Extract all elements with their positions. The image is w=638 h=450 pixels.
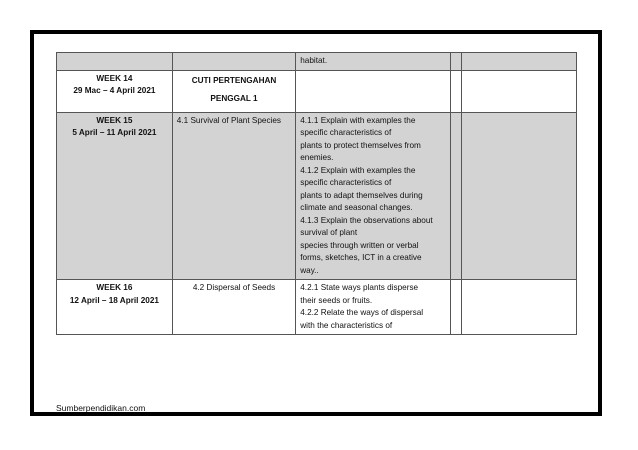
notes-cell [462, 70, 577, 112]
standard-line: way.. [300, 265, 319, 275]
table-row [57, 53, 577, 71]
standard-line: survival of plant [300, 228, 358, 237]
table-row [57, 70, 577, 112]
standard-line: plants to protect themselves from [300, 140, 421, 150]
content-standard: 4.2 Dispersal of Seeds [192, 283, 276, 292]
standard-line: 4.1.1 Explain with examples the [300, 115, 416, 125]
extra-cell [451, 70, 462, 112]
standard-line: specific characteristics of [300, 178, 392, 187]
standard-line: 4.2.1 State ways plants disperse [300, 283, 419, 292]
week-cell [57, 112, 173, 280]
notes-cell [462, 280, 577, 335]
holiday-label: PENGGAL 1 [210, 94, 258, 103]
standard-line: plants to adapt themselves during [300, 190, 423, 200]
standard-line: 4.1.2 Explain with examples the [300, 165, 416, 175]
content-cell [172, 112, 295, 280]
content-cell [172, 53, 295, 71]
standard-line: forms, sketches, ICT in a creative [300, 253, 422, 262]
week-label: WEEK 16 [96, 283, 133, 292]
week-dates: 29 Mac – 4 April 2021 [73, 86, 156, 95]
extra-cell [451, 112, 462, 280]
standard-line: habitat. [300, 56, 328, 65]
standard-line: enemies. [300, 153, 334, 162]
lesson-plan-table [56, 52, 577, 335]
table-row [57, 112, 577, 280]
standard-line: specific characteristics of [300, 128, 392, 137]
footer-source: Sumberpendidikan.com [56, 403, 146, 413]
content-cell [172, 70, 295, 112]
standards-cell [296, 53, 451, 71]
standard-line: 4.2.2 Relate the ways of dispersal [300, 308, 424, 317]
standards-cell [296, 280, 451, 335]
notes-cell [462, 53, 577, 71]
standards-cell [296, 112, 451, 280]
content-standard: 4.1 Survival of Plant Species [176, 115, 282, 125]
week-label: WEEK 14 [96, 73, 133, 83]
standard-line: with the characteristics of [300, 320, 393, 330]
holiday-label: CUTI PERTENGAHAN [191, 75, 277, 85]
content-cell [172, 280, 295, 335]
standard-line: 4.1.3 Explain the observations about [300, 215, 433, 225]
notes-cell [462, 112, 577, 280]
week-cell [57, 53, 173, 71]
standards-cell [296, 70, 451, 112]
document-page [30, 30, 602, 416]
extra-cell [451, 53, 462, 71]
week-dates: 5 April – 11 April 2021 [72, 128, 157, 137]
standard-line: climate and seasonal changes. [300, 203, 413, 212]
week-cell [57, 70, 173, 112]
extra-cell [451, 280, 462, 335]
standard-line: their seeds or fruits. [300, 295, 373, 305]
table-row [57, 280, 577, 335]
week-dates: 12 April – 18 April 2021 [69, 295, 159, 305]
week-label: WEEK 15 [96, 115, 133, 125]
standard-line: species through written or verbal [300, 240, 419, 250]
week-cell [57, 280, 173, 335]
